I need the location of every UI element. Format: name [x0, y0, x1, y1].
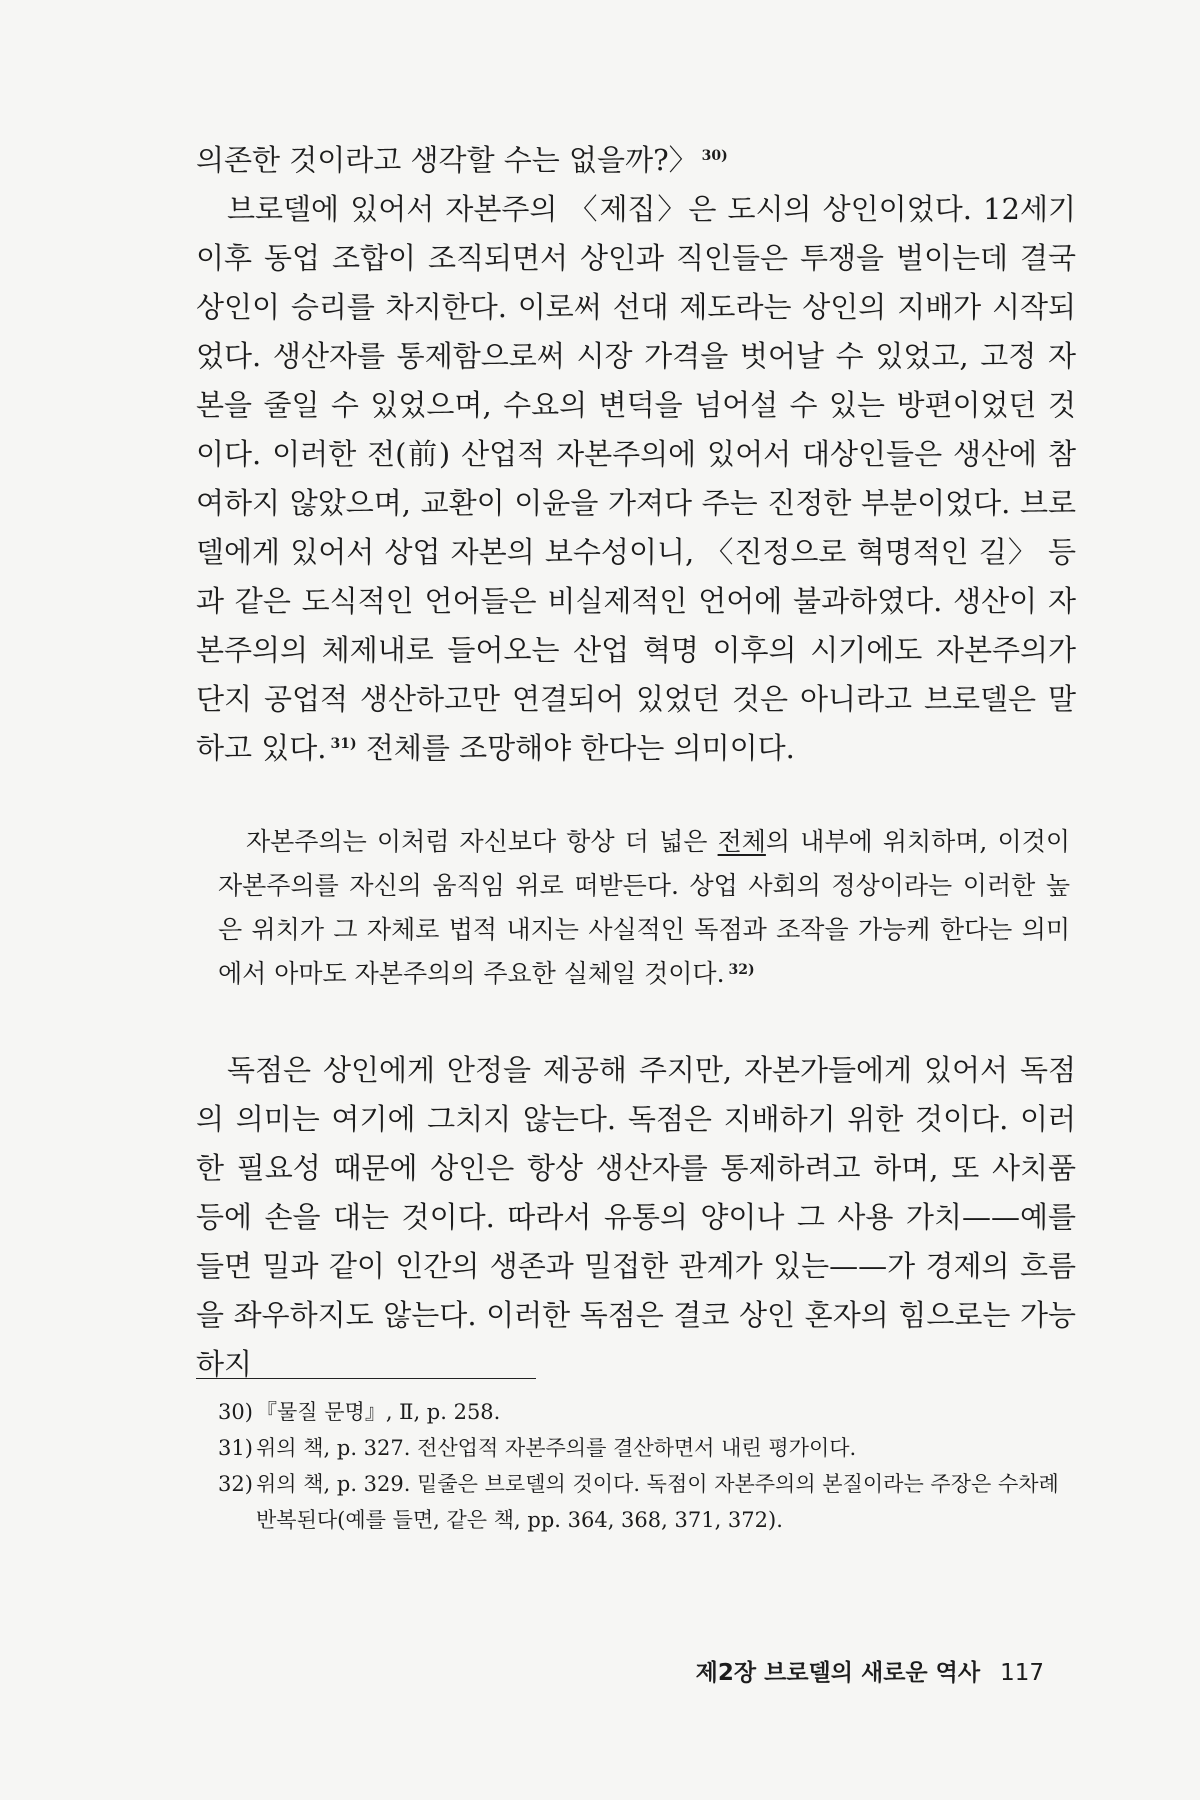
footnote-text: 위의 책, p. 327. 전산업적 자본주의를 결산하면서 내린 평가이다.: [256, 1436, 857, 1460]
footnote-number: 30): [218, 1400, 253, 1424]
block-quote-paragraph: [218, 820, 1070, 996]
footnote-31: [218, 1430, 1076, 1466]
main-text: [196, 136, 1076, 773]
paragraph-1-text: 브로델에 있어서 자본주의 〈제집〉은 도시의 상인이었다. 12세기 이후 동업 조합이 조직되면서 상인과 직인들은 투쟁을 벌이는데 결국 상인이 승리를 차지한다. 이로써 선대 제도라는 상인의 지배가 시작되었다. 생산자를 통제함으로써 시장 가격을 벗어날 수 있었고, 고정 자본을 줄일 수 있었으며, 수요의 변덕을 넘어설 수 있는 방편이었던 것이다. 이러한 전(前) 산업적 자본주의에 있어서 대상인들은 생산에 참여하지 않았으며, 교환이 이윤을 가져다 주는 진정한 부분이었다. 브로델에게 있어서 상업 자본의 보수성이니, 〈진정으로 혁명적인 길〉 등과 같은 도식적인 언어들은 비실제적인 언어에 불과하였다. 생산이 자본주의의 체제내로 들어오는 산업 혁명 이후의 시기에도 자본주의가 단지 공업적 생산하고만 연결되어 있었던 것은 아니라고 브로델은 말하고 있다.: [196, 192, 1076, 765]
quote-text-part-2: 의 내부에 위치하며, 이것이 자본주의를 자신의 움직임 위로 떠받든다. 상업 사회의 정상이라는 이러한 높은 위치가 그 자체로 법적 내지는 사실적인 독점과 조작을 가능케 한다는 의미에서 아마도 자본주의의 주요한 실체일 것이다.: [218, 827, 1070, 988]
paragraph-1-ending: 전체를 조망해야 한다는 의미이다.: [356, 731, 795, 765]
paragraph-1: [196, 185, 1076, 773]
footnote-30: [218, 1394, 1076, 1430]
footnote-text: 『물질 문명』, Ⅱ, p. 258.: [256, 1400, 501, 1424]
paragraph-2: 독점은 상인에게 안정을 제공해 주지만, 자본가들에게 있어서 독점의 의미는 여기에 그치지 않는다. 독점은 지배하기 위한 것이다. 이러한 필요성 때문에 상인은 항상 생산자를 통제하려고 하며, 또 사치품 등에 손을 대는 것이다. 따라서 유통의 양이나 그 사용 가치——예를 들면 밀과 같이 인간의 생존과 밀접한 관계가 있는——가 경제의 흐름을 좌우하지도 않는다. 이러한 독점은 결코 상인 혼자의 힘으로는 가능하지: [196, 1053, 1076, 1381]
underlined-word: 전체: [717, 827, 766, 856]
footnote-ref-31[interactable]: 31): [330, 736, 357, 752]
quote-text-part-1: 자본주의는 이처럼 자신보다 항상 더 넓은: [246, 827, 718, 856]
running-footer: [696, 1654, 1044, 1687]
footnotes: [218, 1394, 1076, 1538]
footnote-ref-32[interactable]: 32): [728, 962, 755, 978]
footnote-32: [218, 1466, 1076, 1538]
continued-quote-text: 의존한 것이라고 생각할 수는 없을까?〉: [196, 143, 698, 177]
section-text: [196, 1046, 1076, 1389]
footnote-text: 위의 책, p. 329. 밑줄은 브로델의 것이다. 독점이 자본주의의 본질이라는 주장은 수차례 반복된다(예를 들면, 같은 책, pp. 364, 368, 371, 372).: [256, 1472, 1059, 1532]
continued-line: [196, 136, 1076, 185]
footnote-number: 31): [218, 1436, 253, 1460]
block-quote: [218, 820, 1070, 996]
footnote-divider: [196, 1378, 536, 1379]
footnote-ref-30[interactable]: 30): [701, 148, 728, 164]
footnote-number: 32): [218, 1472, 253, 1496]
page-number: 117: [1000, 1660, 1044, 1686]
chapter-title: 제2장 브로델의 새로운 역사: [695, 1660, 981, 1686]
